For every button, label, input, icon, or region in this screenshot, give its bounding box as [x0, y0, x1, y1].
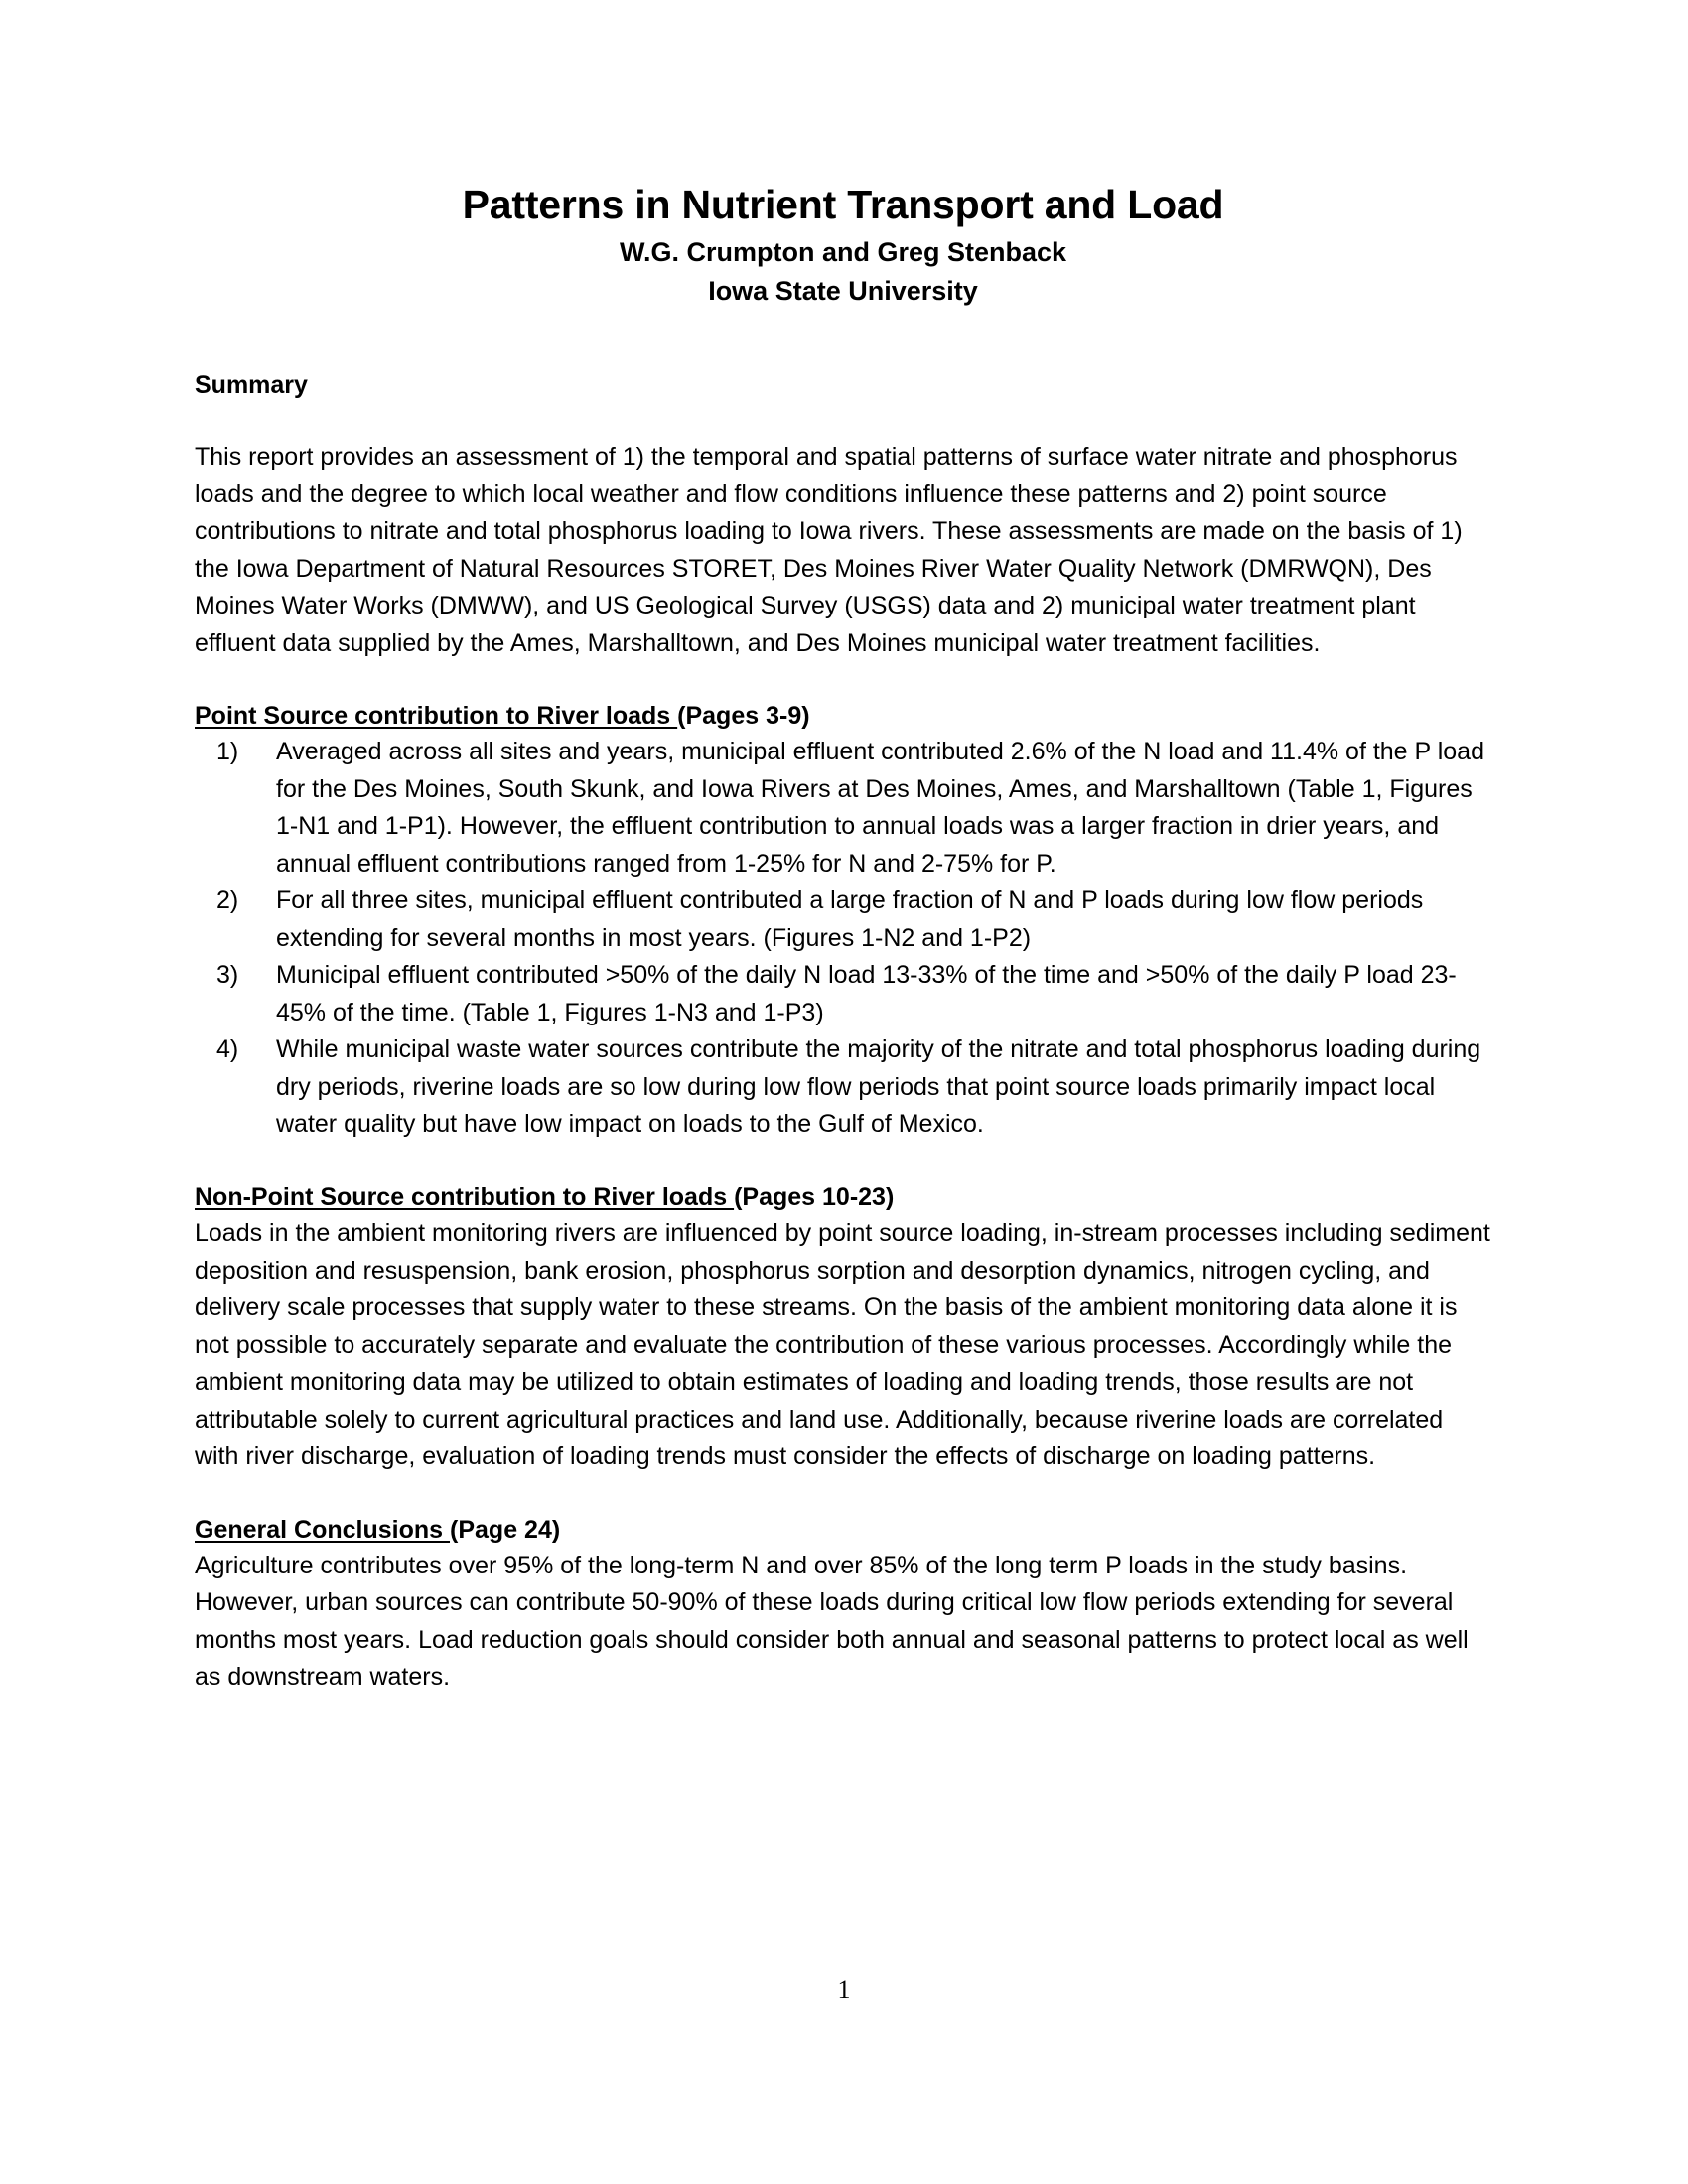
list-item-text: Municipal effluent contributed >50% of the daily N load 13-33% of the time and >50% of the daily P load 23-45% of the time. (Table 1, Figures 1-N3 and 1-P3): [276, 961, 1457, 1026]
list-item: [195, 1031, 1491, 1144]
general-conclusions-heading: [195, 1512, 1491, 1548]
list-item: [195, 957, 1491, 1031]
summary-heading-label: Summary: [195, 370, 308, 399]
spacer: [195, 403, 1491, 439]
list-item-text: Averaged across all sites and years, municipal effluent contributed 2.6% of the N load and 11.4% of the P load for the Des Moines, South Skunk, and Iowa Rivers at Des Moines, Ames, and Marshalltown (Table 1, Figures 1-N1 and 1-P1). However, the effluent contribution to annual loads was a larger fraction in drier years, and annual effluent contributions ranged from 1-25% for N and 2-75% for P.: [276, 738, 1484, 878]
list-item-text: While municipal waste water sources contribute the majority of the nitrate and total phosphorus loading during dry periods, riverine loads are so low during low flow periods that point source loads primarily impact local water quality but have low impact on loads to the Gulf of Mexico.: [276, 1035, 1481, 1139]
author-line: W.G. Crumpton and Greg Stenback: [619, 237, 1067, 268]
list-item-text: For all three sites, municipal effluent contributed a large fraction of N and P loads during low flow periods extending for several months in most years. (Figures 1-N2 and 1-P2): [276, 887, 1424, 952]
point-source-heading-pages: (Pages 3-9): [677, 702, 810, 731]
general-conclusions-heading-label: General Conclusions: [195, 1515, 451, 1544]
general-conclusions-heading-pages: (Page 24): [450, 1515, 561, 1544]
spacer: [195, 310, 1491, 367]
list-item-marker: 3): [216, 961, 239, 990]
spacer: [195, 1476, 1491, 1512]
list-item: [195, 734, 1491, 883]
point-source-list: [195, 734, 1491, 1144]
point-source-heading-label: Point Source contribution to River loads: [195, 702, 678, 731]
page-title: Patterns in Nutrient Transport and Load: [462, 182, 1224, 227]
list-item-marker: 1): [216, 738, 239, 766]
non-point-source-heading-pages: (Pages 10-23): [734, 1182, 895, 1211]
spacer: [195, 1144, 1491, 1179]
general-conclusions-paragraph: Agriculture contributes over 95% of the long-term N and over 85% of the long term P loads in the study basins. However, urban sources can contribute 50-90% of these loads during critical low flow periods extending for several months most years. Load reduction goals should consider both annual and seasonal patterns to protect local as well as downstream waters.: [195, 1551, 1469, 1692]
list-item: [195, 883, 1491, 957]
point-source-heading: [195, 698, 1491, 734]
summary-paragraph: This report provides an assessment of 1) the temporal and spatial patterns of surface water nitrate and phosphorus loads and the degree to which local weather and flow conditions influence these patterns and 2) point source contributions to nitrate and total phosphorus loading to Iowa rivers. These assessments are made on the basis of 1) the Iowa Department of Natural Resources STORET, Des Moines River Water Quality Network (DMRWQN), Des Moines Water Works (DMWW), and US Geological Survey (USGS) data and 2) municipal water treatment plant effluent data supplied by the Ames, Marshalltown, and Des Moines municipal water treatment facilities.: [195, 443, 1463, 657]
page-content: [195, 179, 1491, 1697]
list-item-marker: 4): [216, 1035, 239, 1064]
page-number: 1: [837, 1976, 851, 2004]
non-point-source-heading: [195, 1179, 1491, 1215]
summary-heading: [195, 367, 1491, 403]
non-point-source-paragraph: Loads in the ambient monitoring rivers are influenced by point source loading, in-stream processes including sediment deposition and resuspension, bank erosion, phosphorus sorption and desorption dynamics, nitrogen cycling, and delivery scale processes that supply water to these streams. On the basis of the ambient monitoring data alone it is not possible to accurately separate and evaluate the contribution of these various processes. Accordingly while the ambient monitoring data may be utilized to obtain estimates of loading and loading trends, those results are not attributable solely to current agricultural practices and land use. Additionally, because riverine loads are correlated with river discharge, evaluation of loading trends must consider the effects of discharge on loading patterns.: [195, 1219, 1490, 1471]
spacer: [195, 662, 1491, 698]
list-item-marker: 2): [216, 887, 239, 915]
affiliation-line: Iowa State University: [708, 275, 978, 306]
title-block: [195, 179, 1491, 310]
non-point-source-heading-label: Non-Point Source contribution to River loads: [195, 1182, 735, 1211]
